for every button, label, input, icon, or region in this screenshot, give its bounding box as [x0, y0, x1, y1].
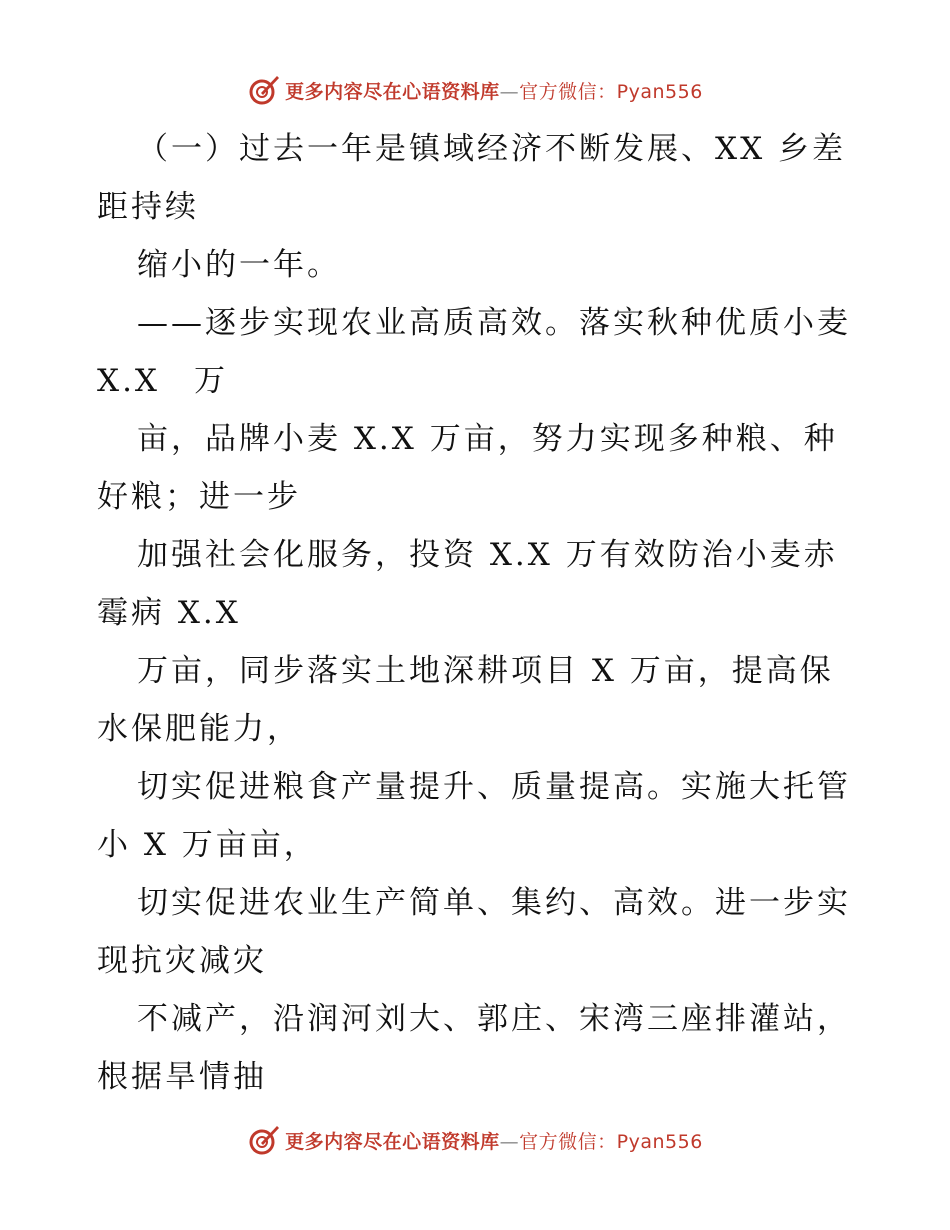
text-line: X.X 万 — [97, 363, 228, 399]
text-line: 根据旱情抽 — [97, 1059, 267, 1095]
quill-pen-logo-icon — [247, 1123, 281, 1157]
text-line: 切实促进农业生产简单、集约、高效。进一步实 — [137, 885, 851, 921]
text-line: 霉病 X.X — [97, 595, 241, 631]
footer-banner — [0, 1120, 950, 1160]
banner-separator: — — [499, 80, 520, 103]
banner-wechat-text: 官方微信：Pyan556 — [519, 80, 703, 103]
banner-separator: — — [499, 1130, 520, 1153]
banner-text — [285, 77, 703, 104]
text-line: 缩小的一年。 — [137, 247, 341, 283]
quill-pen-logo-icon — [247, 73, 281, 107]
banner-main-text: 更多内容尽在心语资料库 — [285, 1130, 500, 1153]
header-banner — [0, 70, 950, 110]
text-line: 水保肥能力， — [97, 711, 301, 747]
text-line: 距持续 — [97, 189, 199, 225]
text-line: 好粮；进一步 — [97, 479, 301, 515]
text-line: ——逐步实现农业高质高效。落实秋种优质小麦 — [137, 305, 851, 341]
text-line: 加强社会化服务，投资 X.X 万有效防治小麦赤 — [137, 537, 838, 573]
text-line: 现抗灾减灾 — [97, 943, 267, 979]
text-line: 万亩，同步落实土地深耕项目 X 万亩，提高保 — [137, 653, 834, 689]
text-line: 亩，品牌小麦 X.X 万亩，努力实现多种粮、种 — [137, 421, 838, 457]
text-line: 不减产，沿润河刘大、郭庄、宋湾三座排灌站， — [137, 1001, 851, 1037]
text-line: 切实促进粮食产量提升、质量提高。实施大托管 — [137, 769, 851, 805]
text-line: 小 X 万亩亩， — [97, 827, 318, 863]
banner-text — [285, 1127, 703, 1154]
banner-wechat-text: 官方微信：Pyan556 — [519, 1130, 703, 1153]
text-line: （一）过去一年是镇域经济不断发展、XX 乡差 — [137, 131, 846, 167]
document-body — [97, 120, 877, 1106]
banner-main-text: 更多内容尽在心语资料库 — [285, 80, 500, 103]
